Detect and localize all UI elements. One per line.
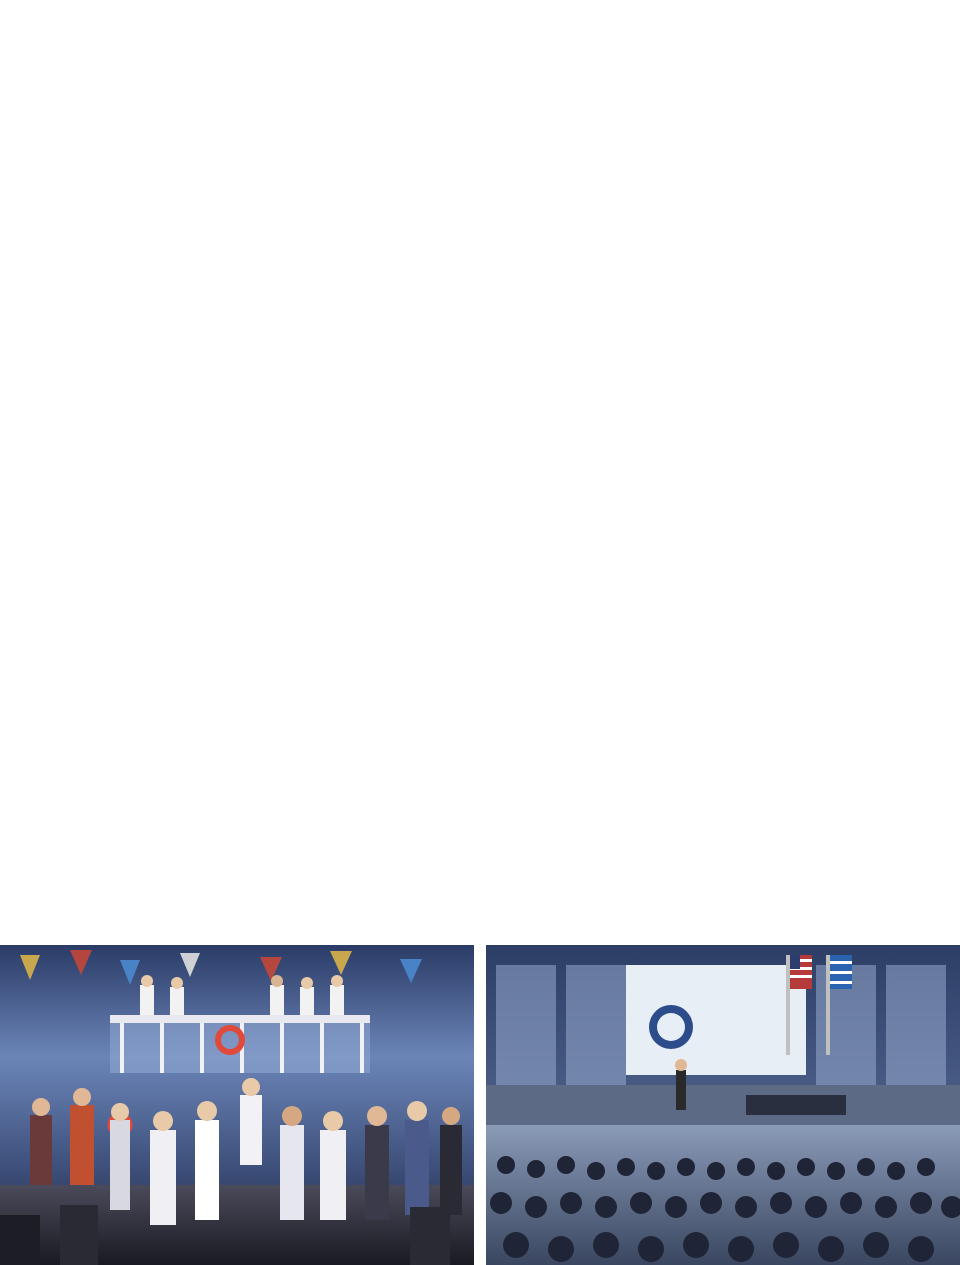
theater-photo bbox=[0, 945, 474, 1265]
conference-photo-image bbox=[486, 945, 960, 1265]
theater-photo-image bbox=[0, 945, 474, 1265]
conference-photo bbox=[486, 945, 960, 1265]
photo-strip bbox=[0, 945, 960, 1265]
